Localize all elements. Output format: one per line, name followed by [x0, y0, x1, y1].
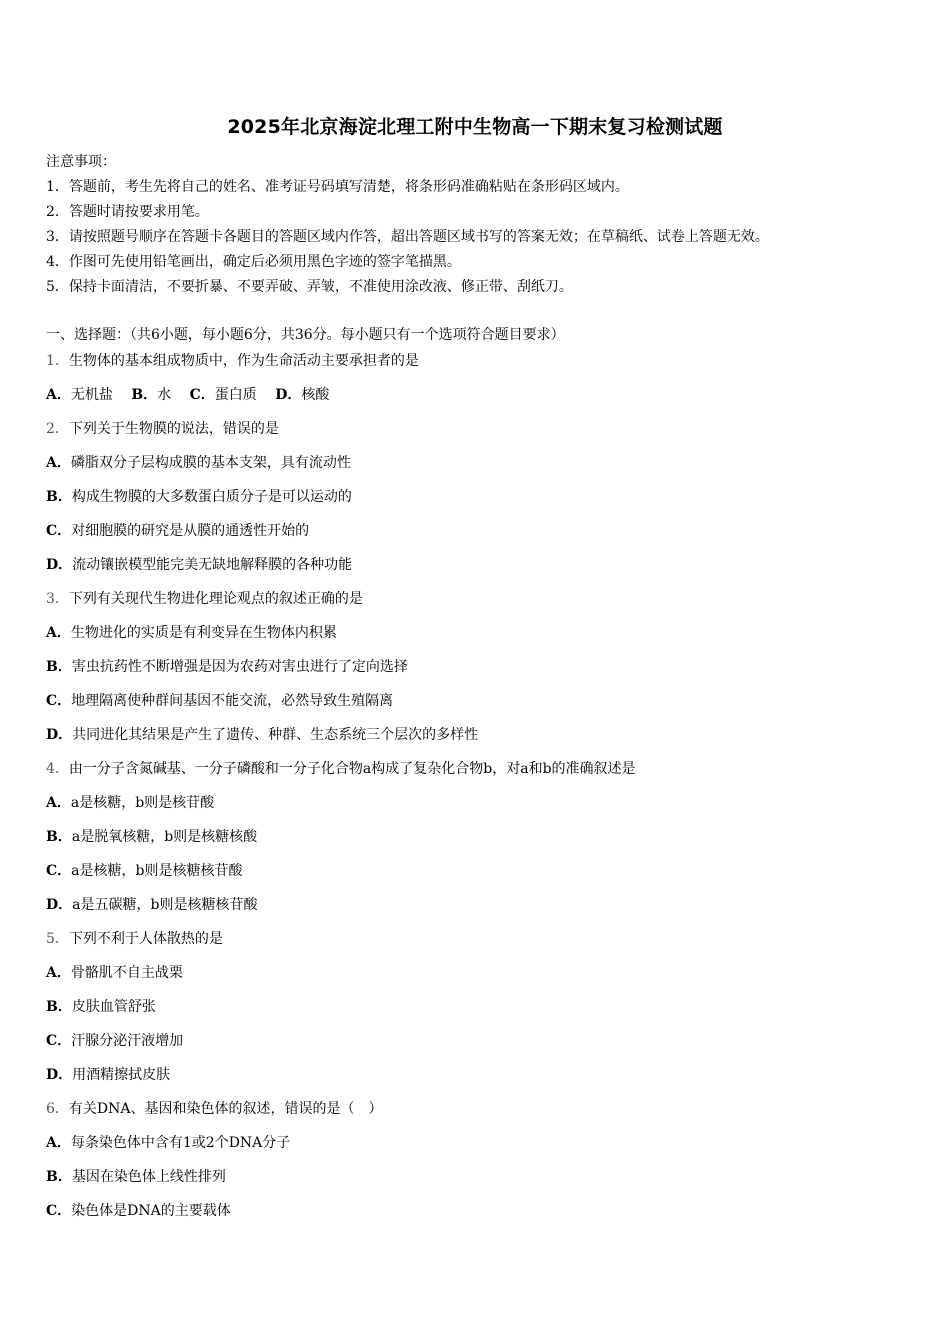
- question-text: 下列不利于人体散热的是: [68, 931, 223, 947]
- option-d: D．共同进化其结果是产生了遗传、种群、生态系统三个层次的多样性: [46, 727, 479, 743]
- option-b: B．构成生物膜的大多数蛋白质分子是可以运动的: [46, 489, 352, 505]
- notice-item: 1．答题前，考生先将自己的姓名、准考证号码填写清楚，将条形码准确粘贴在条形码区域内。: [46, 179, 629, 195]
- question-4-stem: [46, 756, 926, 790]
- notice-item: 4．作图可先使用铅笔画出，确定后必须用黑色字迹的签字笔描黑。: [46, 254, 461, 270]
- question-text: 生物体的基本组成物质中，作为生命活动主要承担者的是: [68, 353, 419, 369]
- question-number: 3．: [46, 591, 69, 607]
- question-3-stem: [46, 586, 926, 620]
- question-2-stem: [46, 416, 926, 450]
- question-1-options: [46, 382, 926, 416]
- option-a: A．每条染色体中含有1或2个DNA分子: [46, 1135, 291, 1151]
- option-d: D．核酸: [275, 387, 330, 403]
- option-b: B．害虫抗药性不断增强是因为农药对害虫进行了定向选择: [46, 659, 408, 675]
- notice-item: 2．答题时请按要求用笔。: [46, 204, 209, 220]
- option-c: C．汗腺分泌汗液增加: [46, 1033, 184, 1049]
- question-number: 5．: [46, 931, 69, 947]
- option-b: B．皮肤血管舒张: [46, 999, 156, 1015]
- option-a: A．骨骼肌不自主战栗: [46, 965, 183, 981]
- option-a: A．生物进化的实质是有利变异在生物体内积累: [46, 625, 337, 641]
- question-number: 4．: [46, 761, 69, 777]
- question-number: 2．: [46, 421, 69, 437]
- question-text: 有关DNA、基因和染色体的叙述，错误的是（ ）: [68, 1101, 383, 1117]
- notice-block: [46, 150, 926, 300]
- notice-item: 5．保持卡面清洁，不要折暴、不要弄破、弄皱，不准使用涂改液、修正带、刮纸刀。: [46, 279, 573, 295]
- option-b: B．a是脱氧核糖，b则是核糖核酸: [46, 829, 258, 845]
- option-c: C．对细胞膜的研究是从膜的通透性开始的: [46, 523, 310, 539]
- question-number: 1．: [46, 353, 69, 369]
- question-5-stem: [46, 926, 926, 960]
- question-number: 6．: [46, 1101, 69, 1117]
- page-title: 2025年北京海淀北理工附中生物高一下期末复习检测试题: [227, 116, 723, 138]
- question-text: 由一分子含氮碱基、一分子磷酸和一分子化合物a构成了复杂化合物b，对a和b的准确叙述是: [68, 761, 636, 777]
- notice-heading: 注意事项：: [46, 154, 116, 170]
- option-a: A．无机盐: [46, 387, 113, 403]
- question-6-stem: [46, 1096, 926, 1130]
- option-a: A．a是核糖，b则是核苷酸: [46, 795, 215, 811]
- question-list: [46, 348, 926, 1232]
- option-d: D．用酒精擦拭皮肤: [46, 1067, 171, 1083]
- option-d: D．a是五碳糖，b则是核糖核苷酸: [46, 897, 258, 913]
- option-b: B．水: [131, 387, 172, 403]
- question-text: 下列关于生物膜的说法，错误的是: [68, 421, 279, 437]
- section-heading: 一、选择题：（共6小题，每小题6分，共36分。每小题只有一个选项符合题目要求）: [46, 327, 565, 343]
- option-c: C．a是核糖，b则是核糖核苷酸: [46, 863, 243, 879]
- question-text: 下列有关现代生物进化理论观点的叙述正确的是: [68, 591, 363, 607]
- question-1-stem: [46, 348, 926, 382]
- option-c: C．染色体是DNA的主要载体: [46, 1203, 231, 1219]
- option-c: C．蛋白质: [189, 387, 257, 403]
- notice-item: 3．请按照题号顺序在答题卡各题目的答题区域内作答，超出答题区域书写的答案无效；在草稿纸、试卷上答题无效。: [46, 229, 769, 245]
- option-a: A．磷脂双分子层构成膜的基本支架，具有流动性: [46, 455, 351, 471]
- option-b: B．基因在染色体上线性排列: [46, 1169, 226, 1185]
- option-d: D．流动镶嵌模型能完美无缺地解释膜的各种功能: [46, 557, 353, 573]
- option-c: C．地理隔离使种群间基因不能交流，必然导致生殖隔离: [46, 693, 394, 709]
